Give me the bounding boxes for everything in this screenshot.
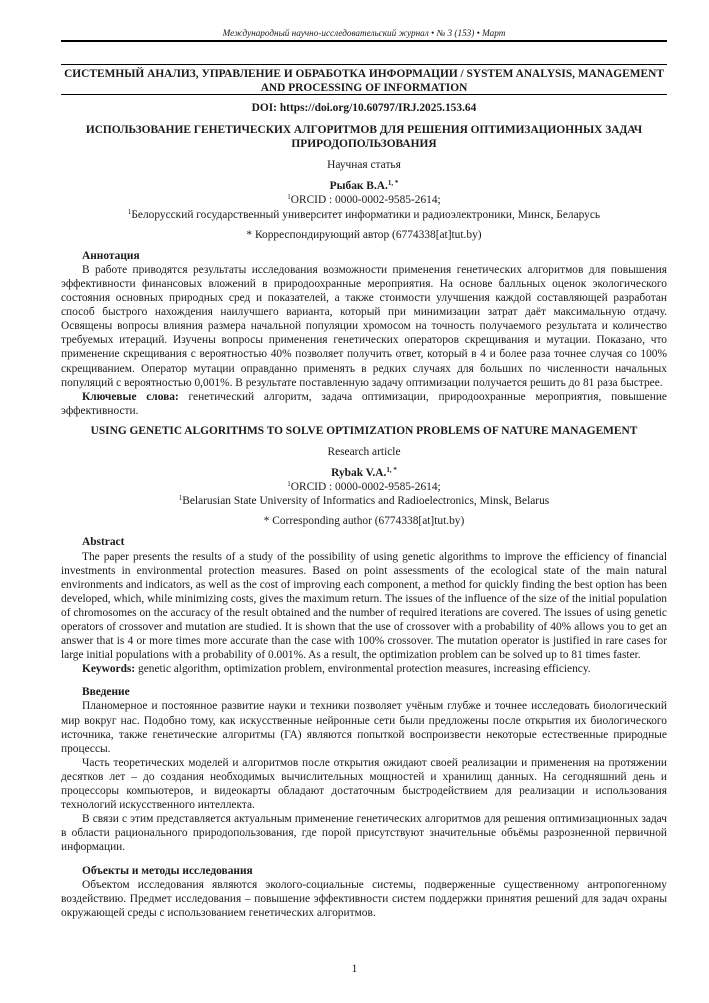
- keywords-ru: [61, 390, 667, 418]
- author-ru: [61, 179, 667, 193]
- affiliation-ru: [61, 208, 667, 222]
- keywords-text-en: genetic algorithm, optimization problem, environmental protection measures, increasing efficiency.: [138, 663, 591, 676]
- affiliation-en: [61, 494, 667, 508]
- title-en: USING GENETIC ALGORITHMS TO SOLVE OPTIMIZATION PROBLEMS OF NATURE MANAGEMENT: [90, 424, 638, 437]
- article-type-ru: Научная статья: [327, 159, 401, 172]
- abstract-en: The paper presents the results of a study of the possibility of using genetic algorithms to improve the efficiency of financial investments in environmental protection measures. Based on point assessments of the ecological state of the main natural environments and indicators, as well as the cost of improving each component, a method for quickly finding the best option has been developed, which, while minimizing costs, gives the maximum return. The issues of the influence of the size of the initial population of chromosomes on the accuracy of the result obtained and the number of required iterations are covered. The issues of using genetic operators of crossover and mutation are studied. It is shown that the use of crossover with a probability of 40% allows you to get an answer that is 4 or more times more accurate than the case with 100% crossover. The mutation operator is justified in rare cases for large initial populations with a probability of 0.001%. As a result, the optimization problem can be solved up to 81 times faster.: [61, 550, 667, 662]
- title-ru: ИСПОЛЬЗОВАНИЕ ГЕНЕТИЧЕСКИХ АЛГОРИТМОВ ДЛЯ РЕШЕНИЯ ОПТИМИЗАЦИОННЫХ ЗАДАЧ ПРИРОДОПОЛЬЗОВАНИЯ: [85, 124, 643, 151]
- running-head: Международный научно-исследовательский журнал • № 3 (153) • Март: [222, 28, 506, 38]
- corresponding-ru: * Корреспондирующий автор (6774338[at]tut.by): [246, 228, 482, 241]
- keywords-label-ru: Ключевые слова:: [82, 390, 179, 403]
- intro-paragraph: В связи с этим представляется актуальным применение генетических алгоритмов для решения оптимизационных задач в области рационального природопользования, где порой присутствуют значительные объёмы разрозненной первичной информации.: [61, 813, 667, 854]
- intro-paragraph: Планомерное и постоянное развитие науки и техники позволяет учёным глубже и точнее исследовать биологический мир вокруг нас. Подобно тому, как искусственные нейронные сети были предложены после открытия их биологического источника, также генетические алгоритмы (ГА) являются попыткой воспроизвести некоторые естественные природные процессы.: [61, 700, 667, 755]
- abstract-heading-ru: Аннотация: [82, 249, 140, 262]
- section-heading: СИСТЕМНЫЙ АНАЛИЗ, УПРАВЛЕНИЕ И ОБРАБОТКА ИНФОРМАЦИИ / SYSTEM ANALYSIS, MANAGEMENT AND PROCESSING OF INFORMATION: [64, 68, 664, 94]
- orcid-sup-en: 1: [287, 480, 291, 489]
- abstract-heading-en: Abstract: [82, 536, 125, 549]
- doi[interactable]: DOI: https://doi.org/10.60797/IRJ.2025.153.64: [251, 102, 477, 114]
- header-rule: [61, 40, 667, 42]
- affiliation-text-en: Belarusian State University of Informatics and Radioelectronics, Minsk, Belarus: [182, 495, 550, 508]
- affiliation-sup-ru: 1: [127, 207, 132, 216]
- affiliation-text-ru: Белорусский государственный университет информатики и радиоэлектроники, Минск, Беларусь: [131, 208, 601, 221]
- orcid-text-ru: ORCID : 0000-0002-9585-2614;: [290, 194, 441, 207]
- abstract-ru: В работе приводятся результаты исследования возможности применения генетических алгоритмов для повышения эффективности финансовых вложений в природоохранные мероприятия. На основе балльных оценок экологического состояния основных природных сред и показателей, а также стоимости улучшения каждой составляющей разработан способ быстрого нахождения наилучшего варианта, который при минимизации затрат даёт максимальную отдачу. Освящены вопросы влияния размера начальной популяции хромосом на точность получаемого результата и количество требуемых итераций. Изучены вопросы применения генетических операторов скрещивания и мутации. Показано, что применение скрещивания с вероятностью 40% позволяет получить ответ, который в 4 и более раза точнее случая со 100% скрещиванием. Оператор мутации оправданно применять в редких случаях для больших по численности начальных популяций с вероятностью 0,001%. В результате поставленную задачу оптимизации получается решить до 81 раза быстрее.: [61, 263, 667, 389]
- corresponding-en: * Corresponding author (6774338[at]tut.by): [263, 515, 465, 528]
- author-en: [61, 466, 667, 480]
- article-type-en: Research article: [327, 445, 401, 458]
- orcid-ru: [61, 193, 667, 207]
- section-rule-bottom: [61, 94, 667, 95]
- methods-paragraph: Объектом исследования являются эколого-социальные системы, подверженные существенному антропогенному воздействию. Предмет исследования – повышение эффективности систем поддержки принятия решений для задач охраны окружающей среды с использованием генетических алгоритмов.: [61, 878, 667, 919]
- affiliation-sup-en: 1: [178, 494, 183, 503]
- keywords-en: [61, 662, 667, 676]
- section-rule-top: [61, 64, 667, 65]
- article-body: [61, 101, 667, 920]
- author-sup-ru: 1, *: [387, 179, 399, 188]
- author-name-en: Rybak V.A.: [331, 467, 387, 480]
- author-sup-en: 1, *: [386, 466, 397, 475]
- keywords-label-en: Keywords:: [82, 663, 136, 676]
- page-number: 1: [351, 963, 358, 975]
- methods-heading: Объекты и методы исследования: [82, 864, 253, 877]
- orcid-sup-ru: 1: [287, 193, 291, 202]
- orcid-text-en: ORCID : 0000-0002-9585-2614;: [290, 481, 441, 494]
- intro-heading: Введение: [82, 686, 130, 699]
- keywords-text-ru: генетический алгоритм, задача оптимизации, природоохранные мероприятия, повышение эффективности.: [61, 390, 667, 417]
- intro-paragraph: Часть теоретических моделей и алгоритмов после открытия ожидают своей реализации и применения на протяжении десятков лет – до создания необходимых вычислительных мощностей и хранилищ данных. На сегодняшний день и процессоры компьютеров, и видеокарты обладают достаточным быстродействием для реализации и использования технологий искусственного интеллекта.: [61, 756, 667, 812]
- author-name-ru: Рыбак В.А.: [329, 180, 388, 193]
- orcid-en: [61, 480, 667, 494]
